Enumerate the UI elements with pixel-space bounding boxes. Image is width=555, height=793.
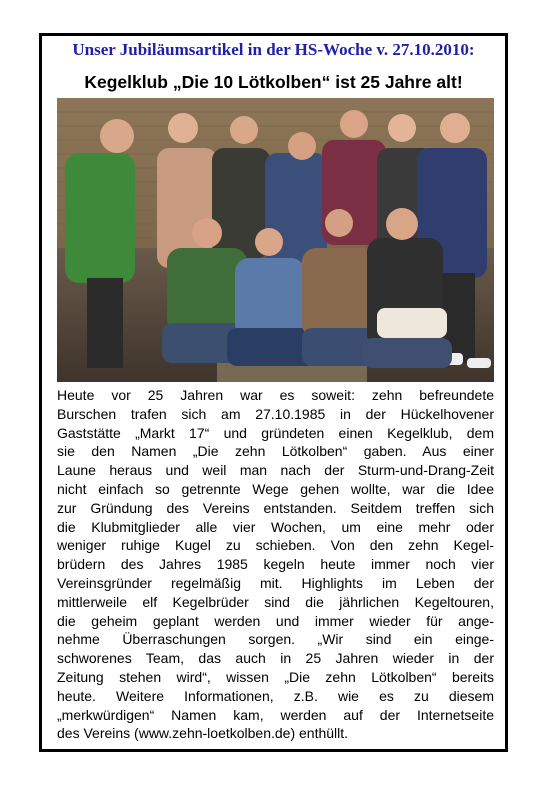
body-line: sie den Namen „Die zehn Lötkolben“ gaben. Aus einer: [57, 443, 494, 460]
article-headline: Kegelklub „Die 10 Lötkolben“ ist 25 Jahre alt!: [84, 72, 463, 92]
body-line: mittlerweile elf Kegelbrüder sind die jährlichen Kegeltouren,: [57, 593, 494, 610]
group-photo: [57, 98, 494, 382]
body-line: Heute vor 25 Jahren war es soweit: zehn befreundete: [57, 387, 494, 403]
body-line: des Vereins (www.zehn-loetkolben.de) enthüllt.: [57, 725, 349, 742]
body-line: schworenes Team, das auch in 25 Jahren wieder in der: [57, 650, 494, 667]
body-line: nicht einfach so getrennte Wege gehen wollte, war die Idee: [57, 480, 494, 497]
body-line: „merkwürdigen“ Namen kam, werden auf der Internetseite: [57, 706, 494, 723]
body-line: nehme Überraschungen sorgen. „Wir sind ein einge-: [57, 631, 494, 648]
body-line: zur Gründung des Vereins entstanden. Seitdem treffen sich: [57, 499, 494, 516]
group-photo-illustration: [57, 98, 494, 382]
body-line: weniger ruhige Kugel zu schieben. Von den zehn Kegel-: [57, 537, 494, 554]
body-line: Laune heraus und weil man nach der Sturm-und-Drang-Zeit: [57, 462, 494, 479]
article-body: [57, 386, 494, 743]
body-line: heute. Weitere Informationen, z.B. wie es zu diesem: [57, 687, 494, 704]
body-line: brüdern des Jahres 1985 kegeln heute immer noch vier: [57, 556, 494, 573]
body-line: die Klubmitglieder alle vier Wochen, um eine mehr oder: [57, 518, 494, 535]
body-line: Vereinsgründer regelmäßig mit. Highlights im Leben der: [57, 574, 494, 591]
article-frame: [39, 33, 508, 752]
body-line: Gaststätte „Markt 17“ und gründeten einen Kegelklub, dem: [57, 424, 494, 441]
body-line: die geheim geplant werden und immer wieder für ange-: [57, 612, 494, 629]
article-kicker: Unser Jubiläumsartikel in der HS-Woche v. 27.10.2010:: [72, 40, 475, 59]
body-line: Zeitung stehen wird“, wissen „Die zehn Lötkolben“ bereits: [57, 668, 494, 685]
body-line: Burschen trafen sich am 27.10.1985 in der Hückelhovener: [57, 405, 494, 422]
